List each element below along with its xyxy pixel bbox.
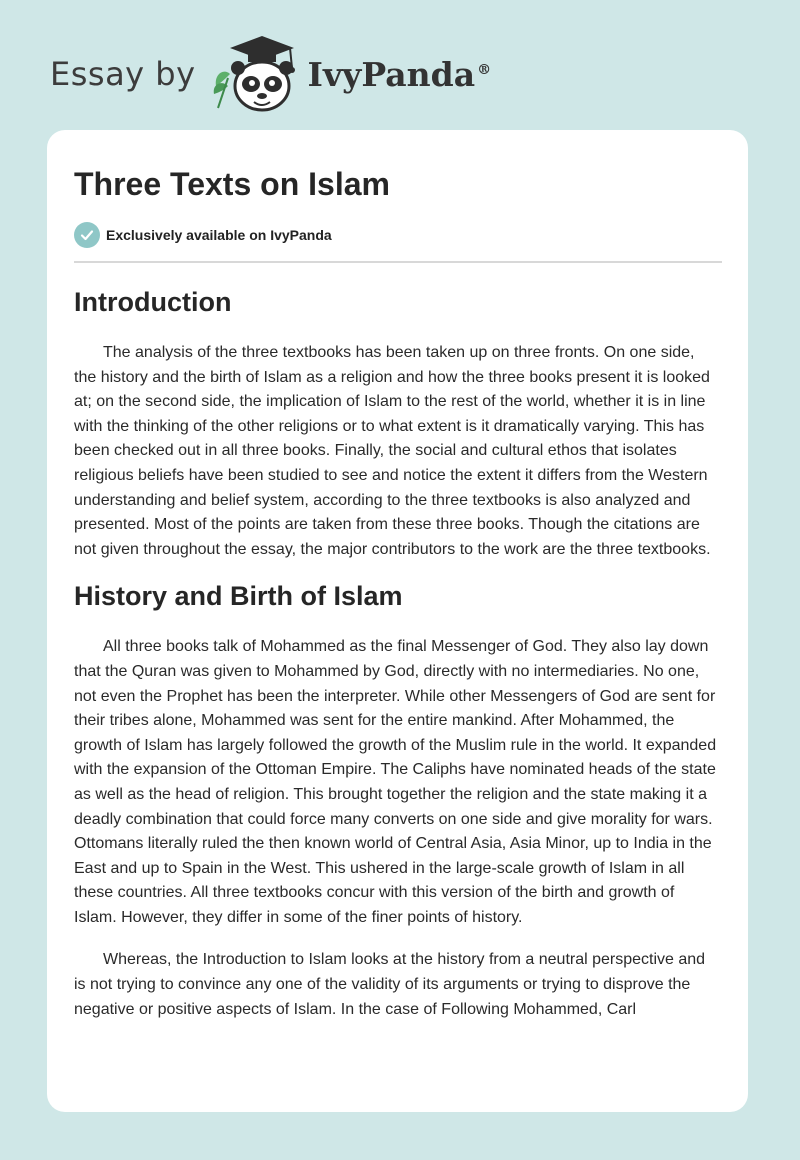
brand-prefix: Essay by bbox=[50, 55, 196, 93]
paragraph: All three books talk of Mohammed as the final Messenger of God. They also lay down that the Quran was given to Mohammed by God, directly with no intermediaries. No one, not even the Prophet has been the interpreter. While other Messengers of God are sent for their tribes alone, Mohammed was sent for the entire mankind. After Mohammed, the growth of Islam has largely followed the growth of the Muslim rule in the world. It expanded with the expansion of the Ottoman Empire. The Caliphs have nominated heads of the state as well as the head of religion. This brought together the religion and the state making it a deadly combination that could force many converts on one side and give morality for wars. Ottomans literally ruled the then known world of Central Asia, Asia Minor, up to India in the East and up to Spain in the West. This ushered in the large-scale growth of Islam in all these countries. All three textbooks concur with this version of the birth and growth of Islam. However, they differ in some of the finer points of history. bbox=[74, 638, 717, 926]
section-history bbox=[74, 579, 721, 1022]
brand-name-text: IvyPanda bbox=[307, 54, 476, 94]
exclusive-badge-text: Exclusively available on IvyPanda bbox=[106, 227, 332, 243]
paragraph: Whereas, the Introduction to Islam looks at the history from a neutral perspective and is not trying to convince any one of the validity of its arguments or trying to disprove the negative or positive aspects of Islam. In the case of Following Mohammed, Carl bbox=[74, 951, 706, 1018]
panda-logo-icon[interactable] bbox=[210, 34, 302, 114]
section-heading: Introduction bbox=[74, 287, 232, 317]
section-introduction bbox=[74, 285, 721, 562]
page-title: Three Texts on Islam bbox=[74, 166, 390, 202]
brand-name[interactable] bbox=[308, 55, 492, 94]
site-header bbox=[50, 34, 491, 114]
section-heading: History and Birth of Islam bbox=[74, 581, 403, 612]
checkmark-icon bbox=[74, 222, 100, 248]
exclusive-badge bbox=[74, 222, 721, 248]
paragraph: The analysis of the three textbooks has been taken up on three fronts. On one side, the history and the birth of Islam as a religion and how the three books present it is looked at; on the second side, the implication of Islam to the rest of the world, whether it is in line with the thinking of the other religions or to what extent is it dramatically varying. This has been checked out in all three books. Finally, the social and cultural ethos that isolates religious beliefs have been studied to see and notice the extent it differs from the Western understanding and belief system, according to the three textbooks is also analyzed and presented. Most of the points are taken from these three books. Though the citations are not given throughout the essay, the major contributors to the work are the three textbooks. bbox=[74, 344, 711, 558]
title-divider bbox=[74, 261, 722, 263]
essay-card bbox=[47, 130, 748, 1112]
registered-mark: ® bbox=[477, 61, 492, 78]
